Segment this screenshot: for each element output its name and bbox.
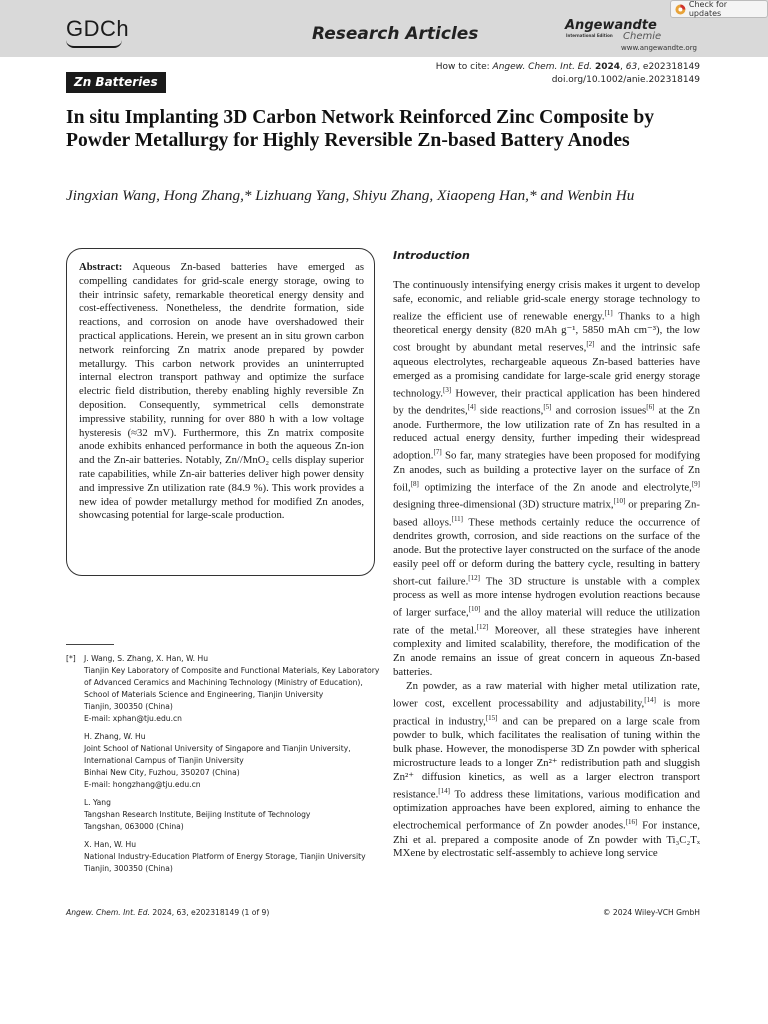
journal-url[interactable]: www.angewandte.org	[621, 44, 697, 52]
page-footer-citation	[66, 908, 269, 917]
affiliation-names: X. Han, W. Hu	[84, 840, 137, 849]
abstract-text: Aqueous Zn-based batteries have emerged as compelling candidates for grid-scale energy storage, owing to their intrinsic safety, remarkable theoretical energy density and cost-effectiveness. Nonetheless, the dendrite formation, side reactions, and corrosion on anode have overshadowed their practical applications. Herein, we present an in situ grown carbon network reinforcing Zn matrix anode prepared by powder metallurgy. This carbon network provides an uninterrupted internal electron transport pathway and optimize the surface electric field distribution, thereby enabling highly reversible Zn deposition. Consequently, symmetrical cells demonstrate impressive stability, running for over 880 h with a low voltage hysteresis (≈32 mV). Furthermore, this Zn matrix composite anode exhibits enhanced performance in both the aqueous Zn-ion and the Zn-air batteries. Notably, Zn//MnO₂ cells display superior rate capabilities, while Zn-air batteries deliver high power density and impressive Zn utilization rate (84.9 %). This work provides a new idea of powder metallurgy method for modified Zn anodes, showcasing potential for large-scale production.	[79, 261, 364, 522]
affiliation-names: J. Wang, S. Zhang, X. Han, W. Hu	[84, 654, 209, 663]
affiliation-group	[66, 653, 381, 725]
body-paragraph: Zn powder, as a raw material with higher metal utilization rate, lower cost, excellent processability and adjustability,[14] is more practical in industry,[15] and can be prepared on a large scale from powder to bulk, which facilitates the realisation of tuning within the bulk phase. However, the monodisperse 3D Zn powder with spherical microstructure leads to a longer Zn²⁺ redistribution path and sluggish Zn²⁺ diffusion kinetics, as well as a larger electron transport resistance.[14] To address these limitations, various modification and optimization approaches have been explored, aiming to enhance the electrochemical performance of Zn powder anodes.[16] For instance, Zhi et al. prepared a composite anode of Zn powder with Ti₃C₂Tₓ MXene by electrostatic self-assembly to achieve long service	[393, 680, 700, 860]
introduction-heading: Introduction	[393, 249, 470, 262]
affiliations	[66, 653, 381, 875]
affiliation-line: Tianjin Key Laboratory of Composite and Functional Materials, Key Laboratory of Advanced Ceramics and Machining Technology (Ministry of Education), School of Materials Science and Engineering, Tianjin University	[84, 666, 380, 699]
doi-link[interactable]: doi.org/10.1002/anie.202318149	[551, 75, 700, 85]
page-footer-copyright: © 2024 Wiley-VCH GmbH	[602, 908, 700, 917]
affiliation-names: H. Zhang, W. Hu	[84, 732, 146, 741]
affiliation-line: Joint School of National University of Singapore and Tianjin University, International Campus of Tianjin University	[84, 744, 351, 765]
journal-logo-subtitle: International Edition	[566, 33, 613, 38]
affiliation-line: National Industry-Education Platform of Energy Storage, Tianjin University	[84, 852, 366, 861]
body-paragraph: The continuously intensifying energy crisis makes it urgent to develop safe, economic, and reliable grid-scale energy storage technology to realize the efficient use of renewable energy.[1] Thanks to a high theoretical energy density (820 mAh g⁻¹, 5850 mAh cm⁻³), the low cost brought by abundant metal reserves,[2] and the intrinsic safe aqueous electrolytes, rechargeable aqueous Zn-based batteries have emerged as a promising candidate for large-scale grid energy storage technology.[3] However, their practical application has been hindered by the dendrites,[4] side reactions,[5] and corrosion issues[6] at the Zn anode. Furthermore, the low utilization rate of Zn has resulted in a reduced actual energy density, further impeding their widespread adoption.[7] So far, many strategies have been proposed for modifying Zn anodes, such as building a protective layer on the surface of Zn foil,[8] optimizing the interface of the Zn anode and electrolyte,[9] designing three-dimensional (3D) structure matrix,[10] or preparing Zn-based alloys.[11] These methods certainly reduce the occurrence of dendrites growth, corrosion, and side reactions on the surface of the anode. But the protective layer constructed on the surface of the anode easily peel off or deform during the battery cycle, resulting in battery short-cut failure.[12] The 3D structure is unstable with a complex process as well as more intense hydrogen evolution reactions because of larger surface,[10] and the alloy material will reduce the utilization rate of the metal.[12] Moreover, all these strategies have inherent complexity and limited scalability, therefore, the modification of the Zn anode remains an issue of great concern in aqueous Zn-based batteries.	[393, 279, 701, 679]
affiliation-divider	[66, 644, 114, 645]
affiliation-group	[66, 797, 381, 833]
footer-journal: Angew. Chem. Int. Ed.	[66, 908, 150, 917]
check-for-updates-button[interactable]	[670, 0, 768, 18]
check-for-updates-label: Check for updates	[688, 0, 728, 18]
affiliation-names: L. Yang	[84, 798, 111, 807]
affiliation-email[interactable]: E-mail: hongzhang@tju.edu.cn	[84, 780, 201, 789]
abstract-label: Abstract:	[79, 261, 123, 273]
abstract-box	[66, 248, 375, 576]
category-badge: Zn Batteries	[66, 72, 166, 93]
footer-page-info: 2024, 63, e202318149 (1 of 9)	[149, 908, 270, 917]
section-title: Research Articles	[312, 24, 479, 44]
citation-line: How to cite: Angew. Chem. Int. Ed. 2024, 63, e202318149	[435, 62, 700, 72]
citation-volume: 63	[625, 62, 638, 72]
affiliation-line: Tianjin, 300350 (China)	[84, 864, 173, 873]
affiliation-group	[66, 839, 381, 875]
citation-journal: Angew. Chem. Int. Ed.	[492, 62, 593, 72]
crossmark-icon	[675, 4, 686, 15]
header-band	[0, 0, 768, 57]
affiliation-line: Tangshan Research Institute, Beijing Institute of Technology	[84, 810, 311, 819]
abstract-paragraph	[79, 261, 364, 523]
author-list: Jingxian Wang, Hong Zhang,* Lizhuang Yang, Shiyu Zhang, Xiaopeng Han,* and Wenbin Hu	[66, 187, 635, 204]
affiliation-group	[66, 731, 381, 791]
gdch-logo: GDCh	[66, 16, 130, 41]
citation-prefix: How to cite:	[435, 62, 493, 72]
article-title: In situ Implanting 3D Carbon Network Reinforced Zinc Composite by Powder Metallurgy for Highly Reversible Zn-based Battery Anodes	[66, 107, 655, 151]
journal-logo: Angewandte	[565, 18, 657, 33]
affiliation-line: Binhai New City, Fuzhou, 350207 (China)	[84, 768, 240, 777]
affiliation-line: Tianjin, 300350 (China)	[84, 702, 173, 711]
affiliation-email[interactable]: E-mail: xphan@tju.edu.cn	[84, 714, 182, 723]
citation-year: 2024	[594, 62, 620, 72]
affiliation-line: Tangshan, 063000 (China)	[84, 822, 184, 831]
affiliation-mark: [*]	[66, 654, 76, 663]
journal-logo-chemie: Chemie	[623, 31, 662, 42]
introduction-body	[393, 279, 700, 861]
citation-article: e202318149	[642, 62, 700, 72]
